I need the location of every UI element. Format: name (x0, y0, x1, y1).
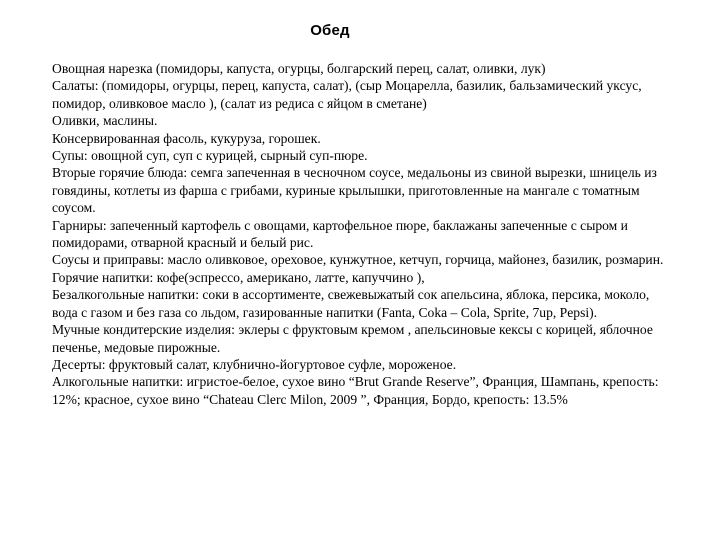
menu-paragraph-alcohol: Алкогольные напитки: игристое-белое, сухое вино “Brut Grande Reserve”, Франция, Шампань, крепость: 12%; красное, сухое вино “Chateau Clerc Milon, 2009 ”, Франция, Бордо, крепость: 13.5% (52, 374, 659, 407)
menu-text (52, 60, 674, 408)
menu-paragraph-olives: Оливки, маслины. (52, 113, 158, 129)
menu-paragraph-soups: Супы: овощной суп, суп с курицей, сырный суп-пюре. (52, 148, 368, 164)
menu-paragraph-hot-drinks: Горячие напитки: кофе(эспрессо, американо, латте, капуччино ), (52, 269, 425, 285)
menu-paragraph-salads: Салаты: (помидоры, огурцы, перец, капуста, салат), (сыр Моцарелла, базилик, бальзамический уксус, помидор, оливковое масло ), (салат из редиса с яйцом в сметане) (52, 78, 642, 111)
menu-paragraph-main-courses: Вторые горячие блюда: семга запеченная в чесночном соусе, медальоны из свиной вырезки, шницель из говядины, котлеты из фарша с грибами, куриные крылышки, приготовленные на мангале с томатным соусом. (52, 165, 657, 216)
menu-paragraph-sauces: Соусы и приправы: масло оливковое, ореховое, кунжутное, кетчуп, горчица, майонез, базилик, розмарин. (52, 252, 664, 268)
menu-paragraph-side-dishes: Гарниры: запеченный картофель с овощами, картофельное пюре, баклажаны запеченные с сыром и помидорами, отварной красный и белый рис. (52, 217, 628, 251)
menu-paragraph-soft-drinks: Безалкогольные напитки: соки в ассортименте, свежевыжатый сок апельсина, яблока, персика, моколо, вода с газом и без газа со льдом, газированные напитки (Fanta, Coka – Cola, Sprite, 7up, Pepsi). (52, 287, 650, 320)
menu-paragraph-desserts: Десерты: фруктовый салат, клубнично-йогуртовое суфле, мороженое. (52, 356, 457, 372)
menu-paragraph-pastry: Мучные кондитерские изделия: эклеры с фруктовым кремом , апельсиновые кексы с корицей, яблочное печенье, медовые пирожные. (52, 322, 653, 355)
page-title: Обед (310, 22, 350, 39)
menu-paragraph-canned: Консервированная фасоль, кукуруза, горошек. (52, 130, 321, 146)
menu-paragraph-vegetables: Овощная нарезка (помидоры, капуста, огурцы, болгарский перец, салат, оливки, лук) (52, 61, 546, 76)
